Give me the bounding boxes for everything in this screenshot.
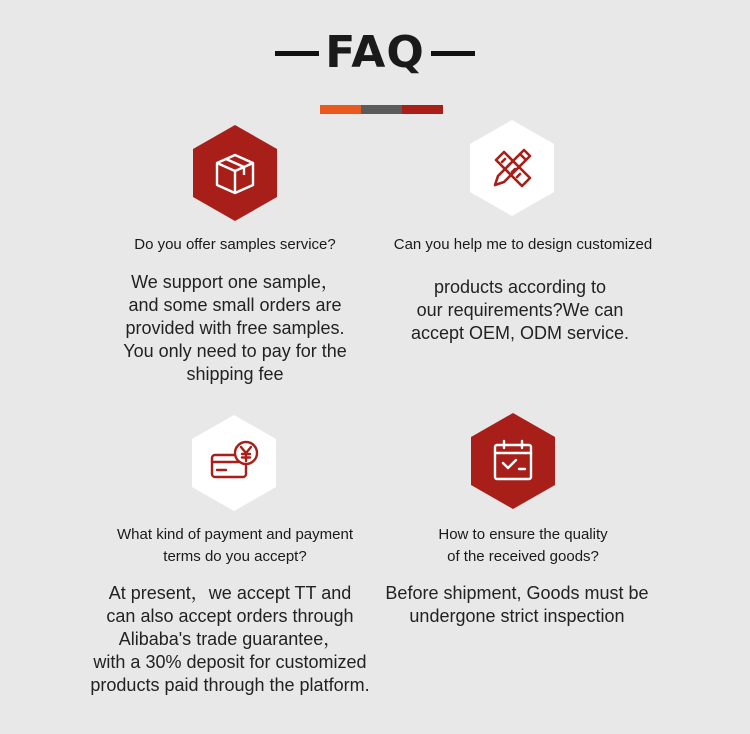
faq-3-answer: At present，we accept TT and can also accept orders through Alibaba's trade guarantee， with a 30% deposit for customized products paid through the platform. xyxy=(90,583,370,695)
faq-2-question: Can you help me to design customized xyxy=(393,236,653,253)
faq-2-answer: products according to our requirements?We can accept OEM, ODM service. xyxy=(410,277,630,343)
title-color-bar xyxy=(320,105,443,114)
color-bar-red xyxy=(402,105,443,114)
calendar-check-icon xyxy=(485,433,541,489)
faq-4-question: How to ensure the quality of the received goods? xyxy=(438,526,608,565)
faq-1-answer: We support one sample， and some small orders are provided with free samples. You only need to pay for the shipping fee xyxy=(123,272,347,384)
payment-card-yen-icon xyxy=(206,435,262,491)
faq-1-question: Do you offer samples service? xyxy=(134,236,336,253)
box-icon xyxy=(207,145,263,201)
title-dash-right xyxy=(431,51,475,56)
faq-4-icon-hex xyxy=(471,413,555,509)
faq-1-icon-hex xyxy=(193,125,277,221)
pencil-ruler-icon xyxy=(484,140,540,196)
color-bar-orange xyxy=(320,105,361,114)
faq-3-question: What kind of payment and payment terms do you accept? xyxy=(117,526,353,565)
faq-3-icon-hex xyxy=(192,415,276,511)
faq-4-answer: Before shipment, Goods must be undergone strict inspection xyxy=(385,583,649,626)
title-dash-left xyxy=(275,51,319,56)
faq-title xyxy=(0,26,750,80)
faq-2-icon-hex xyxy=(470,120,554,216)
color-bar-gray xyxy=(361,105,402,114)
page-title: FAQ xyxy=(325,27,425,78)
